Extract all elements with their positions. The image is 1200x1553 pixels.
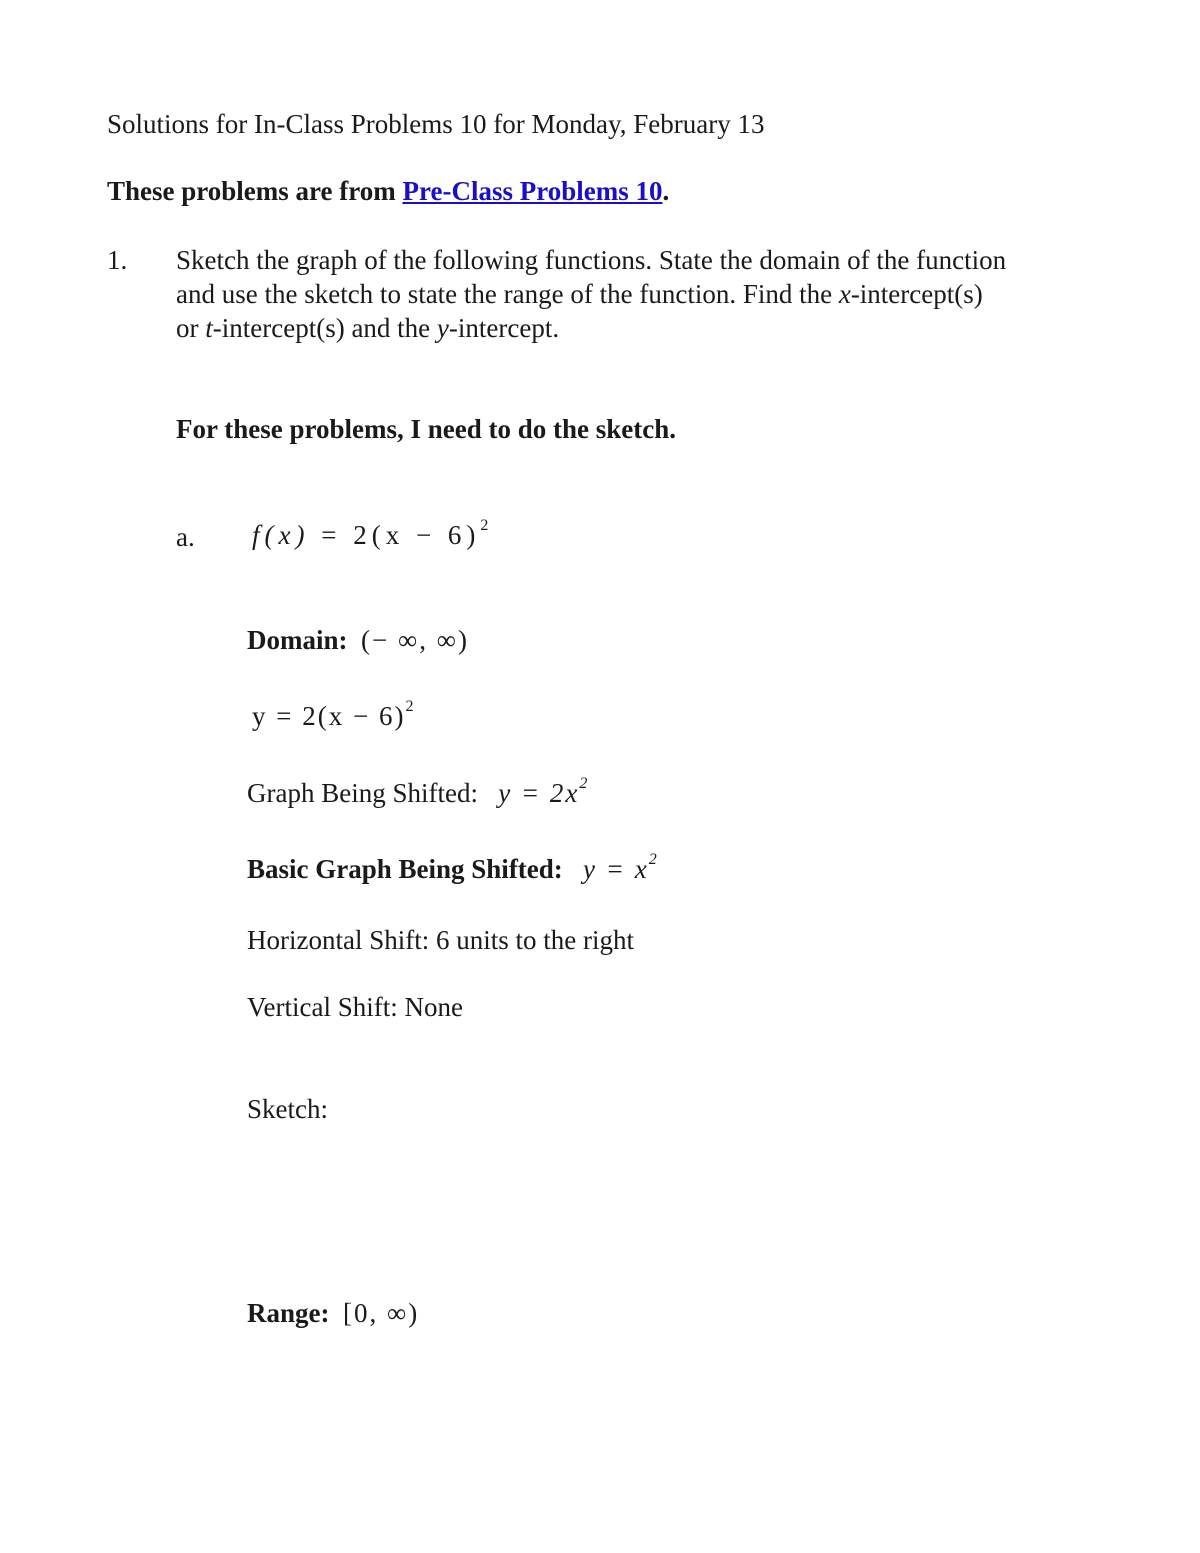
graph-shifted-line bbox=[247, 775, 590, 808]
page-title: Solutions for In-Class Problems 10 for Monday, February 13 bbox=[107, 109, 765, 139]
sketch-note: For these problems, I need to do the sketch. bbox=[176, 414, 676, 444]
problem-number: 1. bbox=[107, 245, 128, 275]
basic-graph-label: Basic Graph Being Shifted: bbox=[247, 854, 563, 884]
domain-label: Domain: bbox=[247, 625, 348, 655]
shifted-equation: $y = 2(x - 6)^2$ bbox=[252, 698, 416, 731]
range-line bbox=[247, 1300, 419, 1327]
problem-line-2: and use the sketch to state the range of the function. Find the x-intercept(s) bbox=[176, 279, 983, 309]
domain-line bbox=[247, 627, 469, 654]
problem-statement bbox=[176, 243, 1094, 345]
vertical-shift: Vertical Shift: None bbox=[247, 992, 463, 1022]
basic-graph-equation: $y = x^2$ bbox=[583, 851, 659, 884]
part-a-label: a. bbox=[176, 522, 195, 552]
graph-shifted-equation: $y = 2x^2$ bbox=[498, 775, 590, 808]
intro-suffix: . bbox=[662, 176, 670, 206]
intro-prefix: These problems are from bbox=[107, 176, 403, 206]
part-a-function: $f(x) = 2(x - 6)^2$ bbox=[252, 517, 494, 550]
domain-value: (− ∞, ∞) bbox=[361, 625, 469, 655]
pre-class-problems-link[interactable]: Pre-Class Problems 10 bbox=[402, 176, 663, 206]
range-value: [0, ∞) bbox=[343, 1298, 420, 1328]
problem-line-3: or t-intercept(s) and the y-intercept. bbox=[176, 313, 560, 343]
horizontal-shift: Horizontal Shift: 6 units to the right bbox=[247, 925, 634, 955]
intro-line bbox=[107, 178, 669, 205]
basic-graph-line bbox=[247, 851, 659, 884]
sketch-label: Sketch: bbox=[247, 1094, 328, 1124]
graph-shifted-label: Graph Being Shifted: bbox=[247, 778, 478, 808]
range-label: Range: bbox=[247, 1298, 330, 1328]
problem-line-1: Sketch the graph of the following functions. State the domain of the function bbox=[176, 245, 1007, 275]
